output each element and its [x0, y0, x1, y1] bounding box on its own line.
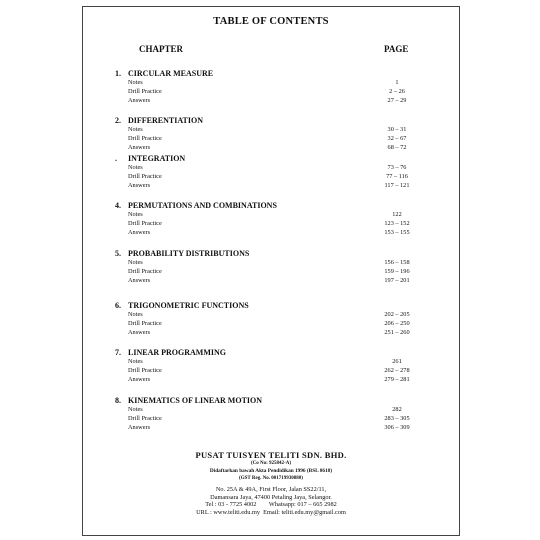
entry-label: Answers [128, 277, 151, 284]
toc-entry [83, 376, 459, 385]
company-name: PUSAT TUISYEN TELITI SDN. BHD. [195, 450, 347, 460]
toc-entry [83, 79, 459, 88]
entry-label: Answers [128, 144, 151, 151]
entry-label: Drill Practice [128, 320, 162, 327]
entry-page-range: 77 – 116 [386, 173, 408, 180]
registration-text: Didaftarkan bawah Akta Pendidikan 1996 (BSL 8618) [209, 468, 333, 474]
entry-page-range: 122 [392, 211, 402, 218]
chapter-block [83, 116, 459, 153]
chapter-title: PERMUTATIONS AND COMBINATIONS [128, 201, 277, 210]
chapter-title: LINEAR PROGRAMMING [128, 348, 226, 357]
entry-label: Answers [128, 229, 151, 236]
entry-label: Notes [128, 311, 143, 318]
chapter-title: TRIGONOMETRIC FUNCTIONS [128, 301, 249, 310]
entry-page-range: 30 – 31 [387, 126, 407, 133]
entry-page-range: 279 – 281 [384, 376, 410, 383]
chapter-heading [83, 154, 459, 164]
chapter-number: 6. [115, 301, 121, 310]
toc-entry [83, 182, 459, 191]
toc-entry [83, 320, 459, 329]
chapter-heading [83, 348, 459, 358]
toc-entry [83, 311, 459, 320]
chapter-number: . [115, 154, 117, 163]
entry-page-range: 32 – 67 [387, 135, 407, 142]
entry-page-range: 282 [392, 406, 402, 413]
entry-page-range: 1 [395, 79, 399, 86]
entry-page-range: 27 – 29 [387, 97, 407, 104]
page-title: TABLE OF CONTENTS [213, 16, 329, 27]
entry-label: Drill Practice [128, 268, 162, 275]
entry-page-range: 73 – 76 [387, 164, 407, 171]
page-column-header: PAGE [384, 44, 409, 54]
document-page [82, 6, 460, 536]
toc-entry [83, 126, 459, 135]
entry-label: Notes [128, 126, 143, 133]
entry-page-range: 262 – 278 [384, 367, 410, 374]
entry-label: Notes [128, 164, 143, 171]
chapter-number: 7. [115, 348, 121, 357]
entry-label: Answers [128, 329, 151, 336]
toc-entry [83, 144, 459, 153]
chapter-block [83, 154, 459, 191]
gst-number: (GST Reg. No. 001719930880) [239, 476, 303, 481]
entry-page-range: 159 – 196 [384, 268, 410, 275]
chapter-number: 5. [115, 249, 121, 258]
toc-entry [83, 259, 459, 268]
toc-entry [83, 415, 459, 424]
chapter-title: INTEGRATION [128, 154, 186, 163]
entry-page-range: 2 – 26 [389, 88, 405, 95]
chapter-heading [83, 396, 459, 406]
entry-label: Drill Practice [128, 415, 162, 422]
entry-page-range: 123 – 152 [384, 220, 410, 227]
chapter-heading [83, 69, 459, 79]
entry-page-range: 68 – 72 [387, 144, 407, 151]
chapter-heading [83, 201, 459, 211]
chapter-number: 2. [115, 116, 121, 125]
toc-entry [83, 277, 459, 286]
entry-page-range: 197 – 201 [384, 277, 410, 284]
toc-entry [83, 88, 459, 97]
entry-label: Drill Practice [128, 88, 162, 95]
entry-label: Notes [128, 79, 143, 86]
toc-entry [83, 135, 459, 144]
toc-entry [83, 173, 459, 182]
entry-page-range: 283 – 305 [384, 415, 410, 422]
chapter-heading [83, 301, 459, 311]
toc-entry [83, 406, 459, 415]
toc-entry [83, 97, 459, 106]
chapter-block [83, 396, 459, 433]
entry-label: Notes [128, 259, 143, 266]
chapter-column-header: CHAPTER [139, 44, 184, 54]
entry-page-range: 206 – 250 [384, 320, 410, 327]
toc-entry [83, 367, 459, 376]
chapter-title: DIFFERENTIATION [128, 116, 203, 125]
toc-entry [83, 211, 459, 220]
chapter-block [83, 249, 459, 286]
entry-label: Drill Practice [128, 367, 162, 374]
entry-label: Drill Practice [128, 173, 162, 180]
entry-page-range: 156 – 158 [384, 259, 410, 266]
entry-label: Answers [128, 182, 151, 189]
chapter-heading [83, 249, 459, 259]
chapter-block [83, 201, 459, 238]
toc-entry [83, 164, 459, 173]
toc-entry [83, 358, 459, 367]
entry-page-range: 117 – 121 [384, 182, 410, 189]
chapter-title: KINEMATICS OF LINEAR MOTION [128, 396, 263, 405]
entry-page-range: 306 – 309 [384, 424, 410, 431]
entry-page-range: 261 [392, 358, 402, 365]
chapter-number: 8. [115, 396, 121, 405]
entry-label: Answers [128, 97, 151, 104]
entry-label: Answers [128, 424, 151, 431]
toc-entry [83, 229, 459, 238]
chapter-block [83, 301, 459, 338]
contact-url-email: URL : www.teliti.edu.my Email: teliti.edu.my@gmail.com [196, 509, 346, 516]
toc-entry [83, 329, 459, 338]
toc-entry [83, 220, 459, 229]
chapter-heading [83, 116, 459, 126]
toc-entry [83, 424, 459, 433]
chapter-block [83, 69, 459, 106]
entry-label: Answers [128, 376, 151, 383]
entry-page-range: 251 – 260 [384, 329, 410, 336]
address-line-1: No. 25A & 49A, First Floor, Jalan SS22/11, [215, 486, 327, 493]
chapter-title: PROBABILITY DISTRIBUTIONS [128, 249, 250, 258]
entry-page-range: 153 – 155 [384, 229, 410, 236]
chapter-number: 4. [115, 201, 121, 210]
contact-phone: Tel : 03 - 7725 4002 Whatsapp: 017 – 665 2982 [205, 501, 337, 508]
chapter-title: CIRCULAR MEASURE [128, 69, 214, 78]
entry-label: Drill Practice [128, 220, 162, 227]
chapter-block [83, 348, 459, 385]
company-number: (Co No: 925842-A) [251, 461, 291, 466]
toc-entry [83, 268, 459, 277]
entry-page-range: 202 – 205 [384, 311, 410, 318]
address-line-2: Damansara Jaya, 47400 Petaling Jaya, Selangor. [210, 494, 332, 501]
entry-label: Notes [128, 358, 143, 365]
entry-label: Notes [128, 406, 143, 413]
entry-label: Drill Practice [128, 135, 162, 142]
entry-label: Notes [128, 211, 143, 218]
chapter-number: 1. [115, 69, 121, 78]
